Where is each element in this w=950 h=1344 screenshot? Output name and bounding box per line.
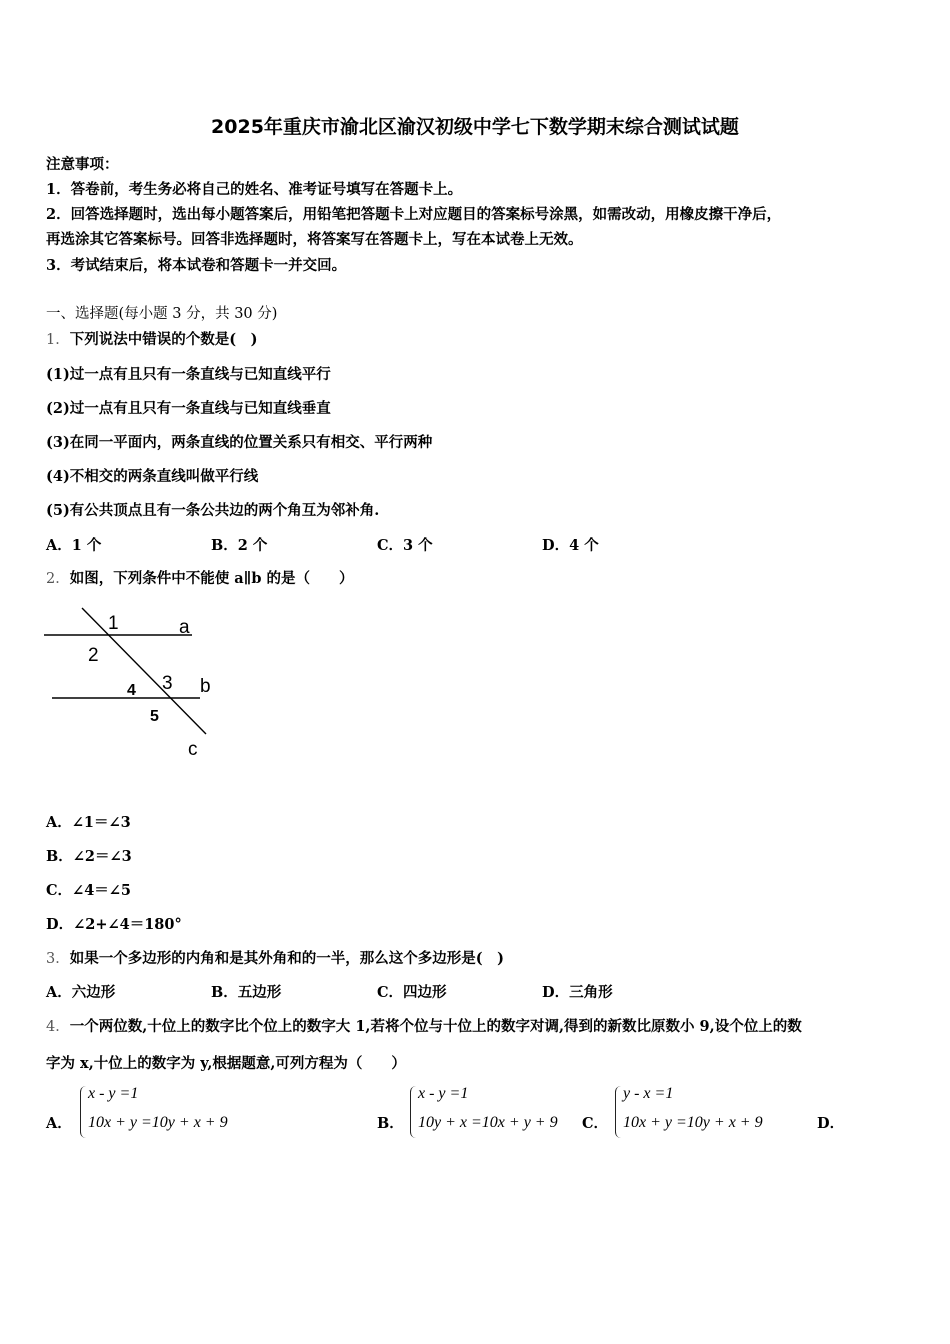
option-c: C．四边形 (377, 984, 447, 1001)
option-a: A．1 个 (46, 537, 102, 554)
equation: 10x + y =10y + x + 9 (623, 1114, 763, 1131)
option-a: A．∠1＝∠3 (46, 814, 131, 831)
statement: (5)有公共顶点且有一条公共边的两个角互为邻补角. (46, 502, 380, 519)
question-number: 4． (46, 1019, 70, 1035)
question-1 (46, 328, 257, 349)
statement: (1)过一点有且只有一条直线与已知直线平行 (46, 366, 331, 383)
notice-heading: 注意事项： (46, 156, 119, 173)
equation: 10x + y =10y + x + 9 (88, 1114, 228, 1131)
option-d: D．4 个 (542, 537, 599, 554)
line-label-b: b (200, 676, 211, 697)
equation: y - x =1 (623, 1085, 674, 1102)
notice-line: 再选涂其它答案标号。回答非选择题时，将答案写在答题卡上，写在本试卷上无效。 (46, 231, 583, 248)
option-b: B．五边形 (211, 984, 282, 1001)
equation: 10y + x =10x + y + 9 (418, 1114, 558, 1131)
option-c: C．∠4＝∠5 (46, 882, 132, 899)
option-label: C． (582, 1115, 609, 1132)
question-number: 2． (46, 571, 70, 587)
option-label: B． (377, 1115, 404, 1132)
statement: (4)不相交的两条直线叫做平行线 (46, 468, 259, 485)
question-number: 1． (46, 332, 70, 348)
angle-label-1: 1 (108, 613, 119, 634)
option-d: D．三角形 (542, 984, 613, 1001)
question-4 (46, 1015, 802, 1036)
statement: (3)在同一平面内，两条直线的位置关系只有相交、平行两种 (46, 434, 433, 451)
system-brace (615, 1086, 622, 1138)
line-label-a: a (179, 617, 190, 638)
angle-label-5: 5 (150, 708, 159, 725)
parallel-lines-figure (40, 602, 230, 764)
question-text-continued: 字为 x,十位上的数字为 y,根据题意,可列方程为（ ） (46, 1055, 406, 1072)
question-text: 下列说法中错误的个数是( ) (69, 331, 258, 348)
line-label-c: c (188, 739, 198, 760)
page-title: 2025年重庆市渝北区渝汉初级中学七下数学期末综合测试试题 (211, 116, 739, 138)
system-brace (410, 1086, 417, 1138)
option-d: D．∠2+∠4＝180° (46, 916, 182, 933)
question-2 (46, 567, 354, 588)
section-heading: 一、选择题(每小题 3 分，共 30 分) (46, 306, 278, 322)
option-a: A．六边形 (46, 984, 116, 1001)
notice-line: 3．考试结束后，将本试卷和答题卡一并交回。 (46, 257, 347, 274)
question-text: 如果一个多边形的内角和是其外角和的一半，那么这个多边形是( ) (69, 950, 504, 967)
angle-label-3: 3 (162, 673, 173, 694)
option-c: C．3 个 (377, 537, 433, 554)
question-3 (46, 947, 504, 968)
angle-label-4: 4 (127, 682, 136, 699)
system-brace (80, 1086, 87, 1138)
option-b: B．∠2＝∠3 (46, 848, 132, 865)
question-text: 如图，下列条件中不能使 a∥b 的是（ ） (69, 570, 354, 587)
question-text: 一个两位数,十位上的数字比个位上的数字大 1,若将个位与十位上的数字对调,得到的新数比原数小 9,设个位上的数 (69, 1018, 802, 1035)
equation: x - y =1 (418, 1085, 469, 1102)
notice-line: 2．回答选择题时，选出每小题答案后，用铅笔把答题卡上对应题目的答案标号涂黑，如需改动，用橡皮擦干净后， (46, 206, 782, 223)
notice-line: 1．答卷前，考生务必将自己的姓名、准考证号填写在答题卡上。 (46, 181, 463, 198)
statement: (2)过一点有且只有一条直线与已知直线垂直 (46, 400, 331, 417)
equation: x - y =1 (88, 1085, 139, 1102)
option-label: A． (46, 1115, 72, 1132)
option-b: B．2 个 (211, 537, 268, 554)
option-d: D． (817, 1115, 845, 1132)
question-number: 3． (46, 951, 70, 967)
angle-label-2: 2 (88, 645, 99, 666)
